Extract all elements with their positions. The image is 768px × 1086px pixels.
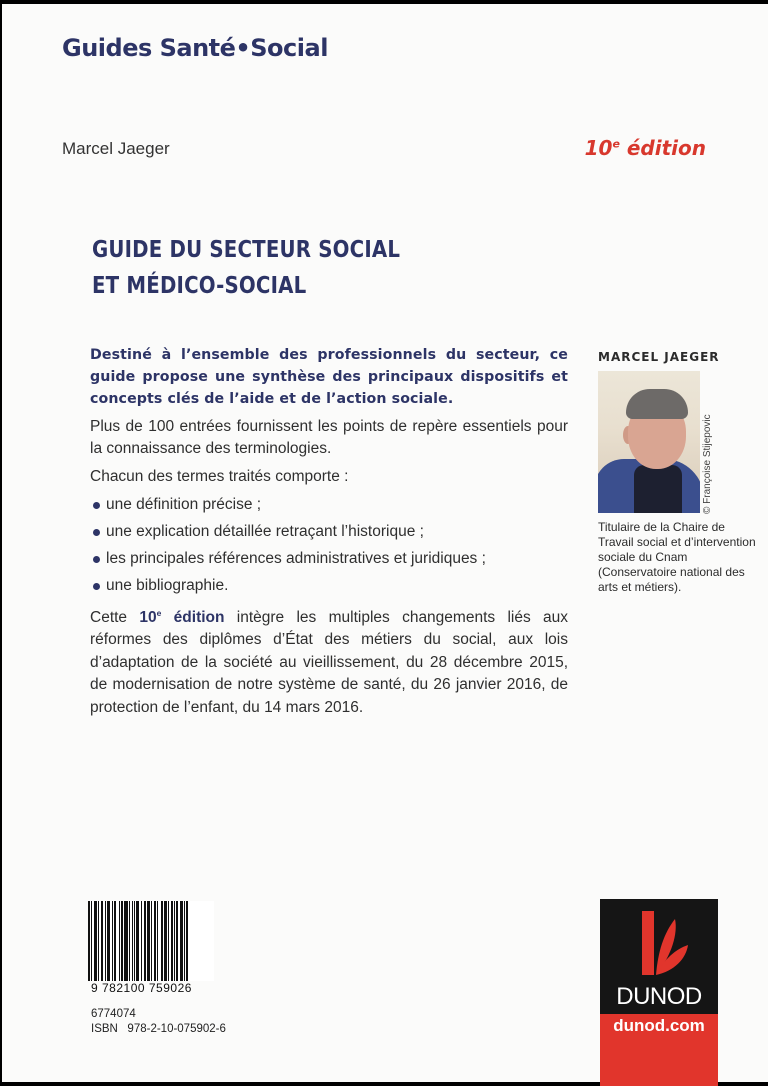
photo-credit: © Françoise Stijepovic xyxy=(702,414,713,514)
book-title-line-1: GUIDE DU SECTEUR SOCIAL xyxy=(92,237,401,263)
bullet-icon xyxy=(93,583,100,590)
description xyxy=(90,344,568,719)
edition-highlight: 10e édition xyxy=(139,608,225,626)
edition-paragraph: Cette 10e édition intègre les multiples changements liés aux réformes des diplômes d’État des métiers du social, aux lois d’adaptation de la société au vieillissement, du 28 décembre 2015, de modernisation de notre système de santé, du 26 janvier 2016, de protection de l’enfant, du 14 mars 2016. xyxy=(90,608,568,716)
barcode-digits: 9 782100 759026 xyxy=(91,981,192,995)
book-back-cover xyxy=(2,4,768,1082)
author-bio: Titulaire de la Chaire de Travail social et d’intervention sociale du Cnam (Conservatoire national des arts et métiers). xyxy=(598,520,756,594)
dunod-emblem-icon xyxy=(600,899,718,989)
bullet-icon xyxy=(93,529,100,536)
lead-paragraph: Destiné à l’ensemble des professionnels du secteur, ce guide propose une synthèse des principaux dispositifs et concepts clés de l’aide et de l’action sociale. xyxy=(90,347,568,407)
publisher-name: DUNOD xyxy=(616,983,702,1010)
list-item: une définition précise ; xyxy=(90,494,568,516)
list-item: une bibliographie. xyxy=(90,575,568,597)
internal-code: 6774074 xyxy=(91,1008,136,1020)
edition-label: 10e édition xyxy=(584,136,706,160)
book-title xyxy=(92,232,400,304)
list-item: une explication détaillée retraçant l’historique ; xyxy=(90,521,568,543)
sidebar-author-name: MARCEL JAEGER xyxy=(598,350,720,364)
publisher-url[interactable]: dunod.com xyxy=(613,1016,705,1035)
feature-list xyxy=(90,494,568,597)
paragraph-terms: Chacun des termes traités comporte : xyxy=(90,468,349,485)
author-name: Marcel Jaeger xyxy=(62,139,170,158)
bullet-icon xyxy=(93,502,100,509)
series-title: Guides Santé•Social xyxy=(62,34,328,62)
product-codes xyxy=(91,1007,226,1037)
publisher-logo xyxy=(600,899,718,1086)
book-title-line-2: ET MÉDICO-SOCIAL xyxy=(92,273,307,299)
bullet-icon xyxy=(93,556,100,563)
paragraph-entries: Plus de 100 entrées fournissent les points de repère essentiels pour la connaissance des terminologies. xyxy=(90,418,568,457)
list-item: les principales références administratives et juridiques ; xyxy=(90,548,568,570)
isbn: ISBN 978-2-10-075902-6 xyxy=(91,1023,226,1035)
author-photo xyxy=(598,371,700,513)
barcode-icon xyxy=(88,901,214,981)
